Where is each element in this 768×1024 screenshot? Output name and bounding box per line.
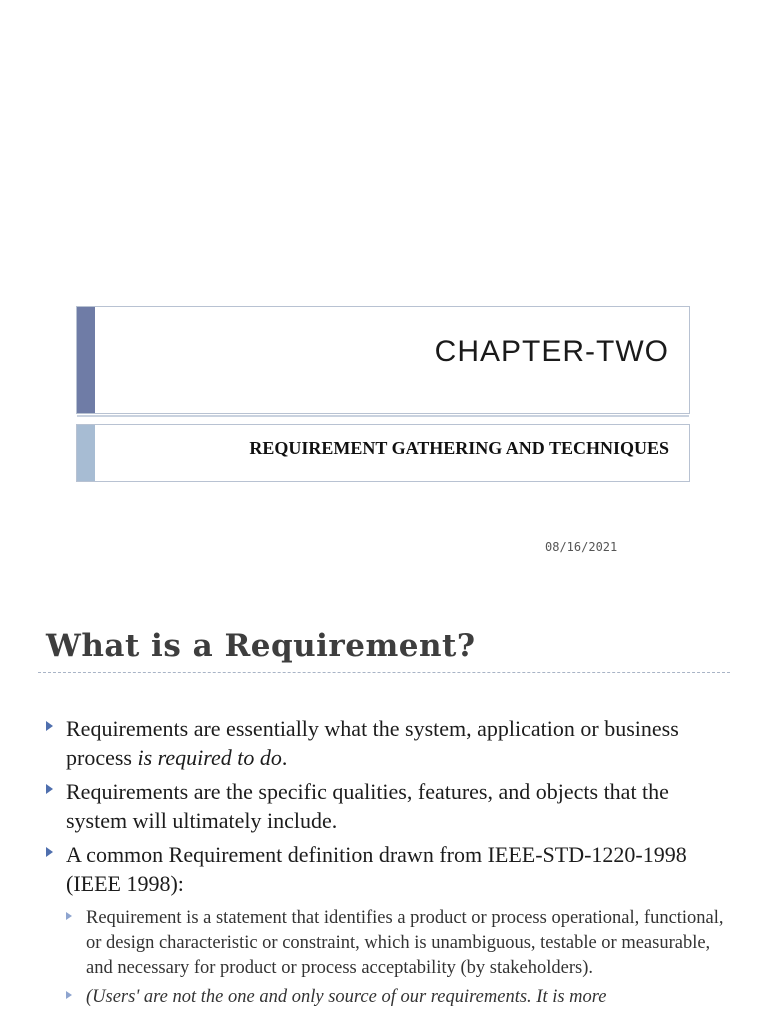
sub-bullet-list bbox=[66, 906, 726, 1014]
chapter-title: CHAPTER-TWO bbox=[434, 335, 669, 368]
bullet-arrow-icon bbox=[46, 847, 53, 857]
heading-divider bbox=[38, 672, 730, 673]
list-item: A common Requirement definition drawn from IEEE-STD-1220-1998 (IEEE 1998): bbox=[44, 840, 724, 898]
list-item: Requirements are essentially what the system, application or business process is required to do. bbox=[44, 714, 724, 772]
slide-content bbox=[0, 610, 768, 1024]
bullet-arrow-icon bbox=[46, 784, 53, 794]
list-item: Requirement is a statement that identifies a product or process operational, functional, or design characteristic or constraint, which is unambiguous, testable or measurable, and necessary for product or process acceptability (by stakeholders). bbox=[66, 906, 726, 981]
title-accent-bar bbox=[77, 307, 95, 413]
subtitle-box bbox=[76, 424, 690, 482]
title-box bbox=[76, 306, 690, 414]
list-item: (Users' are not the one and only source of our requirements. It is more bbox=[66, 985, 726, 1010]
list-item: Requirements are the specific qualities, features, and objects that the system will ultimately include. bbox=[44, 777, 724, 835]
slide-date: 08/16/2021 bbox=[545, 540, 618, 554]
bullet-list bbox=[44, 714, 724, 903]
sub-bullet-arrow-icon bbox=[66, 991, 72, 999]
subtitle-accent-bar bbox=[77, 425, 95, 481]
bullet-arrow-icon bbox=[46, 721, 53, 731]
sub-bullet-arrow-icon bbox=[66, 912, 72, 920]
slide-heading: What is a Requirement? bbox=[46, 628, 476, 664]
chapter-subtitle: REQUIREMENT GATHERING AND TECHNIQUES bbox=[249, 438, 669, 458]
